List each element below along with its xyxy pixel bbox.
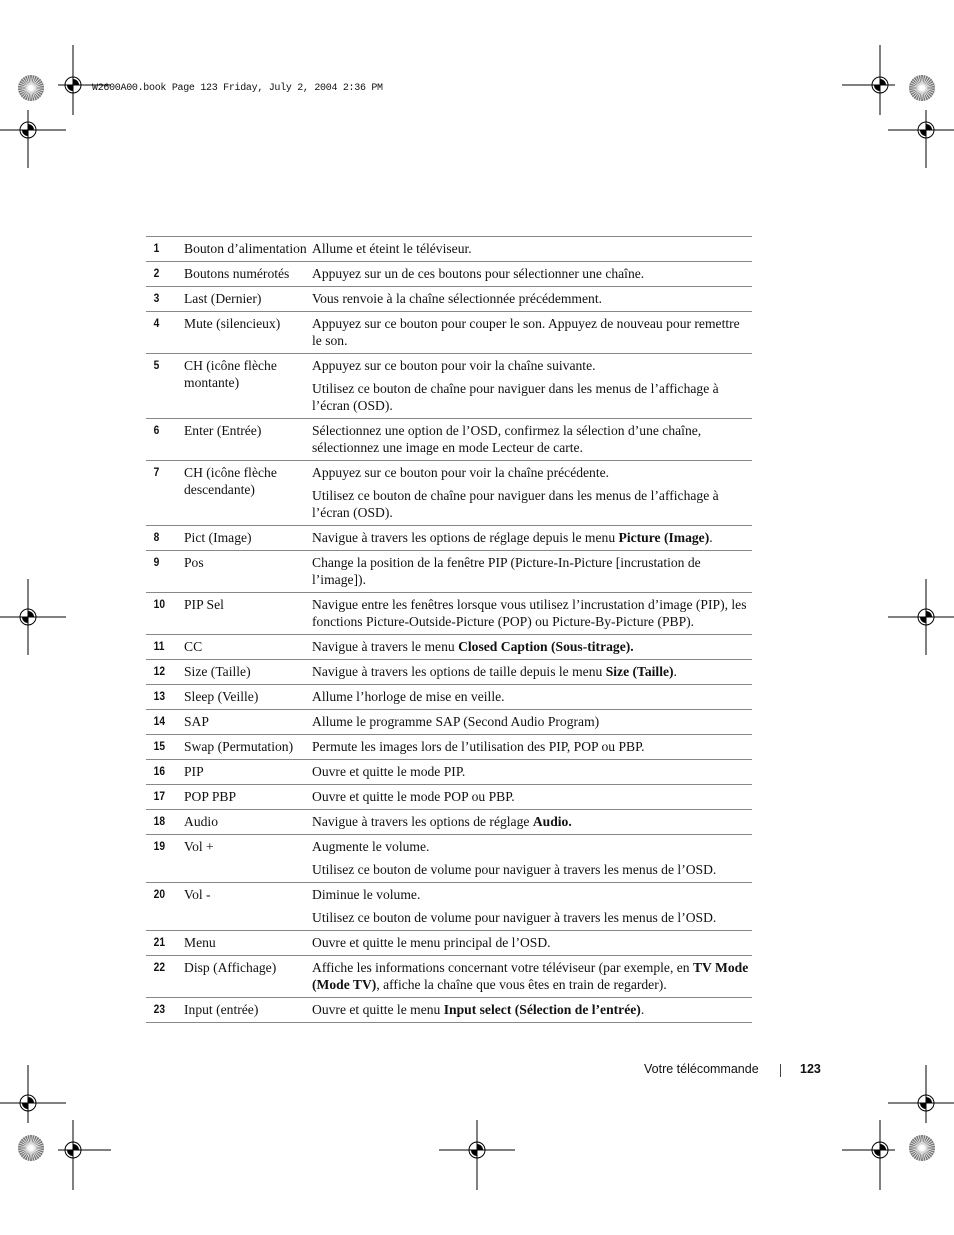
description-paragraph — [312, 315, 752, 349]
button-name: CH (icône flèche montante) — [184, 354, 312, 419]
text-span: Allume le programme SAP (Second Audio Program) — [312, 714, 600, 729]
row-number: 12 — [146, 660, 178, 685]
button-description — [312, 785, 752, 810]
button-name: POP PBP — [184, 785, 312, 810]
button-name: Audio — [184, 810, 312, 835]
table-row — [146, 835, 752, 883]
row-number: 19 — [146, 835, 178, 883]
text-span: , affiche la chaîne que vous êtes en train de regarder). — [376, 977, 667, 992]
table-row — [146, 760, 752, 785]
crosshair-mark-icon — [33, 1110, 113, 1190]
button-name: Pos — [184, 551, 312, 593]
table-row — [146, 287, 752, 312]
table-row — [146, 685, 752, 710]
description-paragraph — [312, 886, 752, 903]
table-row — [146, 956, 752, 998]
button-name: Enter (Entrée) — [184, 419, 312, 461]
row-number: 4 — [146, 312, 178, 354]
footer-section-title: Votre télécommande — [644, 1062, 759, 1076]
text-span: Permute les images lors de l’utilisation des PIP, POP ou PBP. — [312, 739, 645, 754]
button-description — [312, 998, 752, 1023]
description-paragraph — [312, 738, 752, 755]
description-paragraph — [312, 788, 752, 805]
text-span: . — [673, 664, 677, 679]
crosshair-mark-icon — [0, 577, 68, 657]
text-span: Vous renvoie à la chaîne sélectionnée précédemment. — [312, 291, 603, 306]
description-paragraph — [312, 813, 752, 830]
bold-term: Input select (Sélection de l’entrée) — [443, 1002, 641, 1017]
table-row — [146, 354, 752, 419]
description-paragraph — [312, 357, 752, 374]
button-name: Input (entrée) — [184, 998, 312, 1023]
table-row — [146, 735, 752, 760]
table-row — [146, 660, 752, 685]
text-span: Augmente le volume. — [312, 839, 430, 854]
row-number: 20 — [146, 883, 178, 931]
row-number: 1 — [146, 237, 178, 262]
bold-term: Closed Caption (Sous-titrage). — [458, 639, 634, 654]
bold-term: TV Mode (Mode TV) — [312, 960, 749, 992]
button-description — [312, 237, 752, 262]
button-description — [312, 461, 752, 526]
text-span: Navigue entre les fenêtres lorsque vous utilisez l’incrustation d’image (PIP), les fonctions Picture-Outside-Picture (POP) ou Picture-By-Picture (PBP). — [312, 597, 747, 629]
text-span: Utilisez ce bouton de chaîne pour naviguer dans les menus de l’affichage à l’écran (OSD). — [312, 488, 719, 520]
button-description — [312, 354, 752, 419]
crosshair-mark-icon — [437, 1110, 517, 1190]
description-paragraph — [312, 763, 752, 780]
crosshair-mark-icon — [840, 1110, 920, 1190]
page-number: 123 — [800, 1062, 821, 1076]
row-number: 23 — [146, 998, 178, 1023]
table-row — [146, 931, 752, 956]
button-name: SAP — [184, 710, 312, 735]
text-span: Appuyez sur ce bouton pour voir la chaîne suivante. — [312, 358, 596, 373]
description-paragraph — [312, 464, 752, 481]
button-description — [312, 710, 752, 735]
description-paragraph — [312, 596, 752, 630]
text-span: Sélectionnez une option de l’OSD, confirmez la sélection d’une chaîne, sélectionnez une image en mode Lecteur de carte. — [312, 423, 702, 455]
footer-divider — [780, 1064, 781, 1077]
description-paragraph — [312, 380, 752, 414]
button-description — [312, 419, 752, 461]
description-paragraph — [312, 240, 752, 257]
text-span: Affiche les informations concernant votre téléviseur (par exemple, en — [312, 960, 693, 975]
button-description — [312, 660, 752, 685]
crosshair-mark-icon — [0, 90, 68, 170]
description-paragraph — [312, 265, 752, 282]
row-number: 11 — [146, 635, 178, 660]
text-span: Allume l’horloge de mise en veille. — [312, 689, 505, 704]
row-number: 9 — [146, 551, 178, 593]
print-header: W2600A00.book Page 123 Friday, July 2, 2004 2:36 PM — [92, 83, 383, 94]
text-span: Utilisez ce bouton de volume pour naviguer à travers les menus de l’OSD. — [312, 910, 717, 925]
row-number: 6 — [146, 419, 178, 461]
description-paragraph — [312, 290, 752, 307]
row-number: 17 — [146, 785, 178, 810]
bold-term: Size (Taille) — [605, 664, 674, 679]
description-paragraph — [312, 959, 752, 993]
row-number: 10 — [146, 593, 178, 635]
text-span: Allume et éteint le téléviseur. — [312, 241, 472, 256]
table-row — [146, 593, 752, 635]
description-paragraph — [312, 861, 752, 878]
row-number: 22 — [146, 956, 178, 998]
text-span: Diminue le volume. — [312, 887, 421, 902]
button-name: PIP Sel — [184, 593, 312, 635]
remote-buttons-table — [146, 236, 752, 1023]
button-name: Pict (Image) — [184, 526, 312, 551]
text-span: Ouvre et quitte le menu — [312, 1002, 444, 1017]
description-paragraph — [312, 838, 752, 855]
description-paragraph — [312, 1001, 752, 1018]
description-paragraph — [312, 487, 752, 521]
button-name: Size (Taille) — [184, 660, 312, 685]
button-name: Boutons numérotés — [184, 262, 312, 287]
text-span: Change la position de la fenêtre PIP (Picture-In-Picture [incrustation de l’image]). — [312, 555, 701, 587]
table-row — [146, 785, 752, 810]
button-description — [312, 312, 752, 354]
description-paragraph — [312, 934, 752, 951]
button-description — [312, 956, 752, 998]
description-paragraph — [312, 663, 752, 680]
table-row — [146, 635, 752, 660]
button-name: Last (Dernier) — [184, 287, 312, 312]
crosshair-mark-icon — [886, 577, 954, 657]
table-row — [146, 810, 752, 835]
text-span: Navigue à travers les options de réglage depuis le menu — [312, 530, 619, 545]
table-row — [146, 419, 752, 461]
description-paragraph — [312, 688, 752, 705]
row-number: 7 — [146, 461, 178, 526]
button-description — [312, 287, 752, 312]
table-row — [146, 461, 752, 526]
text-span: Ouvre et quitte le mode POP ou PBP. — [312, 789, 515, 804]
description-paragraph — [312, 422, 752, 456]
bold-term: Picture (Image) — [618, 530, 710, 545]
text-span: . — [640, 1002, 645, 1017]
button-description — [312, 551, 752, 593]
row-number: 14 — [146, 710, 178, 735]
description-paragraph — [312, 529, 752, 546]
text-span: Utilisez ce bouton de volume pour naviguer à travers les menus de l’OSD. — [312, 862, 717, 877]
table-row — [146, 262, 752, 287]
button-name: Bouton d’alimentation — [184, 237, 312, 262]
button-description — [312, 760, 752, 785]
row-number: 2 — [146, 262, 178, 287]
button-description — [312, 262, 752, 287]
crosshair-mark-icon — [886, 90, 954, 170]
button-name: Menu — [184, 931, 312, 956]
button-description — [312, 883, 752, 931]
text-span: Navigue à travers les options de taille depuis le menu — [312, 664, 606, 679]
button-name: Sleep (Veille) — [184, 685, 312, 710]
description-paragraph — [312, 638, 752, 655]
button-description — [312, 835, 752, 883]
row-number: 15 — [146, 735, 178, 760]
text-span: Appuyez sur un de ces boutons pour sélectionner une chaîne. — [312, 266, 645, 281]
button-name: Vol - — [184, 883, 312, 931]
table-row — [146, 883, 752, 931]
description-paragraph — [312, 909, 752, 926]
text-span: Utilisez ce bouton de chaîne pour naviguer dans les menus de l’affichage à l’écran (OSD). — [312, 381, 719, 413]
description-paragraph — [312, 713, 752, 730]
text-span: Navigue à travers le menu — [312, 639, 459, 654]
button-description — [312, 810, 752, 835]
row-number: 3 — [146, 287, 178, 312]
table-row — [146, 237, 752, 262]
table-row — [146, 312, 752, 354]
button-name: Swap (Permutation) — [184, 735, 312, 760]
text-span: Ouvre et quitte le mode PIP. — [312, 764, 466, 779]
button-description — [312, 685, 752, 710]
description-paragraph — [312, 554, 752, 588]
table-row — [146, 710, 752, 735]
row-number: 13 — [146, 685, 178, 710]
text-span: Appuyez sur ce bouton pour voir la chaîne précédente. — [312, 465, 610, 480]
text-span: . — [709, 530, 713, 545]
row-number: 8 — [146, 526, 178, 551]
button-description — [312, 593, 752, 635]
button-description — [312, 635, 752, 660]
button-name: Mute (silencieux) — [184, 312, 312, 354]
table-row — [146, 998, 752, 1023]
text-span: Navigue à travers les options de réglage — [312, 814, 533, 829]
button-description — [312, 526, 752, 551]
button-name: CH (icône flèche descendante) — [184, 461, 312, 526]
table-row — [146, 551, 752, 593]
button-name: Disp (Affichage) — [184, 956, 312, 998]
button-description — [312, 931, 752, 956]
button-name: Vol + — [184, 835, 312, 883]
row-number: 18 — [146, 810, 178, 835]
row-number: 5 — [146, 354, 178, 419]
text-span: Ouvre et quitte le menu principal de l’OSD. — [312, 935, 551, 950]
row-number: 16 — [146, 760, 178, 785]
bold-term: Audio. — [532, 814, 572, 829]
text-span: Appuyez sur ce bouton pour couper le son. Appuyez de nouveau pour remettre le son. — [312, 316, 740, 348]
button-description — [312, 735, 752, 760]
button-name: CC — [184, 635, 312, 660]
row-number: 21 — [146, 931, 178, 956]
button-name: PIP — [184, 760, 312, 785]
table-row — [146, 526, 752, 551]
